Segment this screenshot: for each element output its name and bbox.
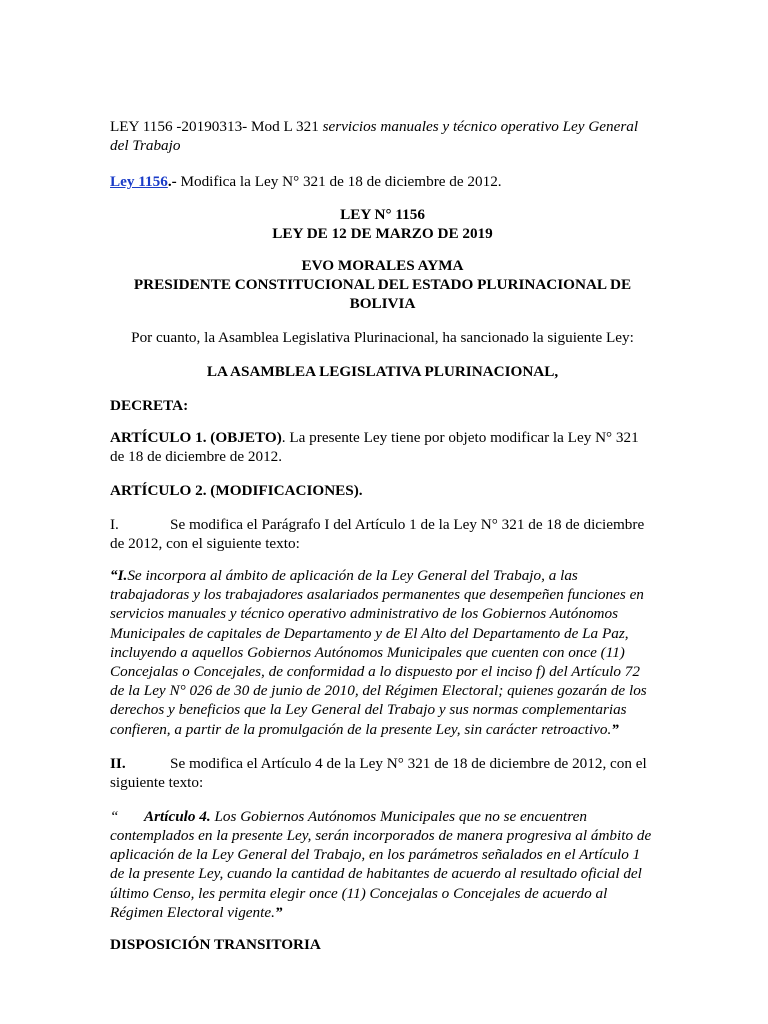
preamble: Por cuanto, la Asamblea Legislativa Plurinacional, ha sancionado la siguiente Ley:	[131, 329, 634, 346]
article-1-text: . La presente Ley tiene por objeto modificar la Ley N° 321 de 18 de diciembre de 2012.	[110, 429, 639, 465]
article-1	[110, 428, 655, 466]
law-code: LEY 1156 -20190313- Mod L 321	[110, 118, 323, 135]
article-2-heading: ARTÍCULO 2. (MODIFICACIONES).	[110, 482, 363, 499]
president-name: EVO MORALES AYMA	[301, 257, 464, 274]
paragraph-1-text: Se modifica el Parágrafo I del Artículo 1 de la Ley N° 321 de 18 de diciembre de 2012, con el siguiente texto:	[110, 516, 645, 552]
quote-2-close: ”	[274, 903, 283, 921]
assembly-heading: LA ASAMBLEA LEGISLATIVA PLURINACIONAL,	[206, 363, 559, 380]
summary-dash: .-	[167, 173, 177, 190]
quote-2-label: Artículo 4.	[144, 807, 211, 825]
paragraph-1	[110, 515, 655, 553]
paragraph-2-text: Se modifica el Artículo 4 de la Ley N° 321 de 18 de diciembre de 2012, con el siguiente texto:	[110, 754, 647, 791]
law-subtitle: servicios manuales y técnico operativo Ley General del Trabajo	[110, 118, 639, 154]
paragraph-2	[110, 754, 655, 792]
quote-2	[110, 807, 655, 922]
quote-1-text: Se incorpora al ámbito de aplicación de la Ley General del Trabajo, a las trabajadoras y los trabajadores asalariados permanentes que desempeñen funciones en servicios manuales y técnico operativo administrativo de los Gobiernos Autónomos Municipales de capitales de Departamento y de El Alto del Departamento de La Paz, incluyendo a aquellos Gobiernos Autónomos Municipales que cuenten con once (11) Concejalas o Concejales, de conformidad a lo dispuesto por el inciso f) del Artículo 72 de la Ley N° 026 de 30 de junio de 2010, del Régimen Electoral; quienes gozarán de los derechos y beneficios que la Ley General del Trabajo y sus normas complementarias confieren, a partir de la promulgación de la presente Ley, sin carácter retroactivo.	[110, 567, 647, 738]
quote-1	[110, 566, 655, 739]
law-title	[110, 205, 655, 243]
law-link[interactable]: Ley 1156	[110, 173, 168, 190]
summary-text: Modifica la Ley N° 321 de 18 de diciembre de 2012.	[176, 173, 502, 190]
transitory-heading: DISPOSICIÓN TRANSITORIA	[110, 936, 321, 954]
president-role: PRESIDENTE CONSTITUCIONAL DEL ESTADO PLURINACIONAL DE BOLIVIA	[133, 276, 632, 312]
paragraph-1-number: I.	[110, 516, 119, 533]
article-1-heading: ARTÍCULO 1. (OBJETO)	[110, 429, 282, 446]
law-number: LEY N° 1156	[340, 206, 425, 223]
president-block	[110, 256, 655, 313]
law-summary	[110, 172, 655, 191]
quote-1-open: “I.	[110, 567, 128, 584]
law-date: LEY DE 12 DE MARZO DE 2019	[272, 225, 493, 242]
quote-2-text: Los Gobiernos Autónomos Municipales que no se encuentren contemplados en la presente Ley, serán incorporados de manera progresiva al ámbito de aplicación de la Ley General del Trabajo, en los parámetros señalados en el Artículo 1 de la presente Ley, cuando la cantidad de habitantes de acuerdo al resultado oficial del último Censo, les permita elegir once (11) Concejalas o Concejales de acuerdo al Régimen Electoral vigente.	[110, 807, 652, 921]
paragraph-2-number: II.	[110, 754, 126, 772]
document-page	[110, 117, 655, 954]
quote-2-open: “	[110, 807, 119, 825]
quote-1-close: ”	[611, 720, 619, 738]
document-header	[110, 117, 655, 155]
decreta-heading: DECRETA:	[110, 397, 189, 414]
